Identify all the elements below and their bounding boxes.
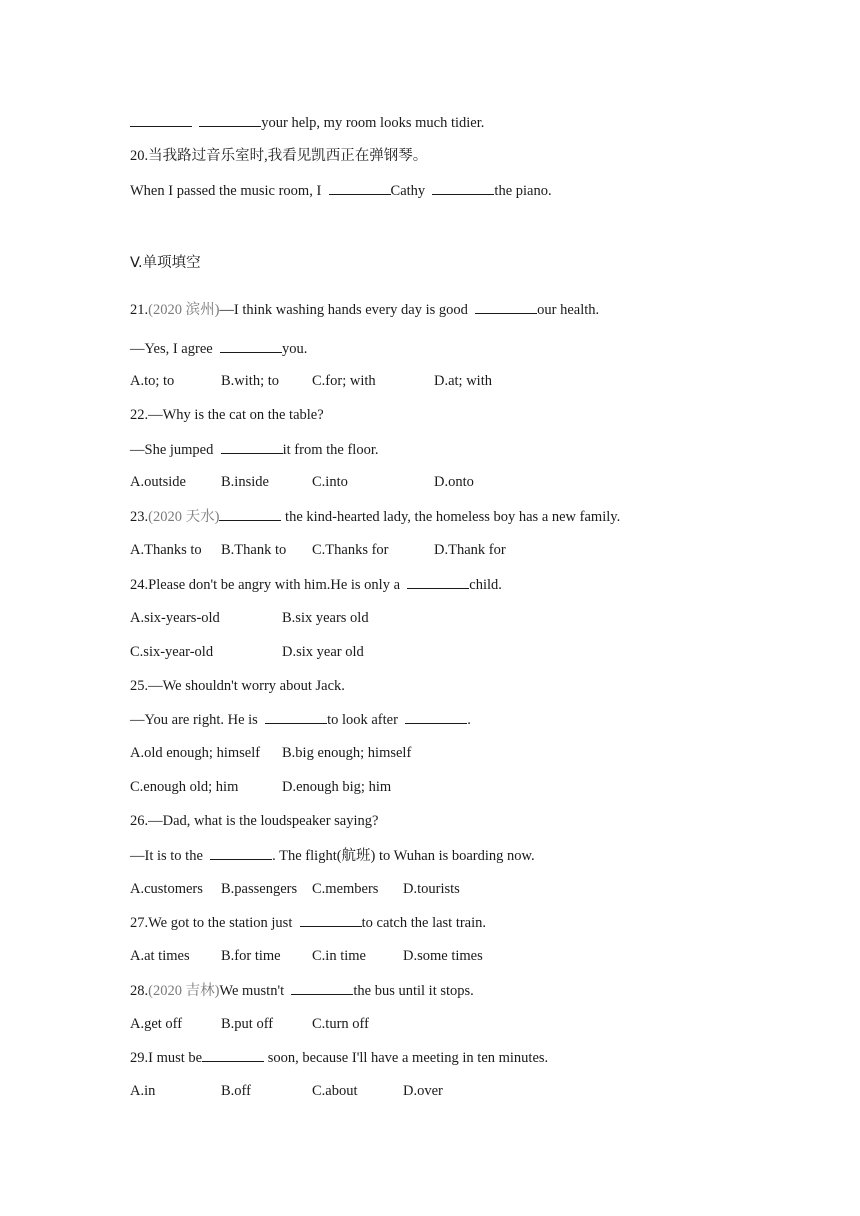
answer-blank[interactable] bbox=[329, 181, 391, 195]
q25-line2-c: . bbox=[467, 712, 471, 728]
q28-text-a: We mustn't bbox=[219, 983, 288, 999]
q24-text-a: 24.Please don't be angry with him.He is only a bbox=[130, 577, 404, 593]
q21-line2-b: you. bbox=[281, 341, 308, 357]
q27-option-b[interactable]: B.for time bbox=[221, 948, 281, 964]
q21-option-a[interactable]: A.to; to bbox=[130, 373, 175, 389]
q21-option-d[interactable]: D.at; with bbox=[434, 373, 492, 389]
q28-text-b: the bus until it stops. bbox=[353, 983, 474, 999]
q19-text: your help, my room looks much tidier. bbox=[261, 115, 485, 131]
q23-option-b[interactable]: B.Thank to bbox=[221, 542, 287, 558]
answer-blank[interactable] bbox=[432, 181, 494, 195]
q25-option-a[interactable]: A.old enough; himself bbox=[130, 745, 261, 761]
q24-question bbox=[130, 575, 502, 594]
q23-source: (2020 天水) bbox=[148, 509, 220, 525]
q26-option-a[interactable]: A.customers bbox=[130, 881, 203, 897]
q23-number: 23. bbox=[130, 509, 149, 525]
q20-text-b: Cathy bbox=[390, 183, 429, 199]
q29-text-a: 29.I must be bbox=[130, 1050, 203, 1066]
answer-blank[interactable] bbox=[300, 913, 362, 927]
q25-line2 bbox=[130, 710, 471, 729]
q23-option-a[interactable]: A.Thanks to bbox=[130, 542, 202, 558]
answer-blank[interactable] bbox=[221, 440, 283, 454]
answer-blank[interactable] bbox=[405, 710, 467, 724]
q20-english bbox=[130, 181, 552, 200]
q27-question bbox=[130, 913, 486, 932]
q22-option-c[interactable]: C.into bbox=[312, 474, 348, 490]
section-heading: V.单项填空 bbox=[130, 255, 201, 271]
q23-text-b: the kind-hearted lady, the homeless boy has a new family. bbox=[281, 509, 621, 525]
answer-blank[interactable] bbox=[407, 575, 469, 589]
q25-line2-a: —You are right. He is bbox=[130, 712, 262, 728]
q22-question: 22.—Why is the cat on the table? bbox=[130, 407, 324, 423]
q27-option-a[interactable]: A.at times bbox=[130, 948, 190, 964]
q27-option-d[interactable]: D.some times bbox=[403, 948, 483, 964]
answer-blank[interactable] bbox=[220, 339, 282, 353]
q29-option-a[interactable]: A.in bbox=[130, 1083, 156, 1099]
q27-text-b: to catch the last train. bbox=[361, 915, 487, 931]
q29-option-d[interactable]: D.over bbox=[403, 1083, 443, 1099]
q21-question bbox=[130, 300, 599, 319]
q20-text-a: When I passed the music room, I bbox=[130, 183, 325, 199]
q24-option-a[interactable]: A.six-years-old bbox=[130, 610, 220, 626]
q25-option-b[interactable]: B.big enough; himself bbox=[282, 745, 412, 761]
answer-blank[interactable] bbox=[475, 300, 537, 314]
q28-option-b[interactable]: B.put off bbox=[221, 1016, 274, 1032]
q26-line2-a: —It is to the bbox=[130, 848, 207, 864]
q21-option-b[interactable]: B.with; to bbox=[221, 373, 280, 389]
q28-option-c[interactable]: C.turn off bbox=[312, 1016, 369, 1032]
answer-blank[interactable] bbox=[219, 507, 281, 521]
q22-line2-a: —She jumped bbox=[130, 442, 217, 458]
q25-question: 25.—We shouldn't worry about Jack. bbox=[130, 678, 345, 694]
q26-line2 bbox=[130, 846, 535, 865]
q20-prompt: 20.当我路过音乐室时,我看见凯西正在弹钢琴。 bbox=[130, 148, 428, 164]
q22-option-d[interactable]: D.onto bbox=[434, 474, 474, 490]
q29-option-b[interactable]: B.off bbox=[221, 1083, 251, 1099]
q24-option-b[interactable]: B.six years old bbox=[282, 610, 369, 626]
q21-source: (2020 滨州) bbox=[148, 302, 220, 318]
q23-option-c[interactable]: C.Thanks for bbox=[312, 542, 389, 558]
q22-line2 bbox=[130, 440, 378, 459]
q22-option-a[interactable]: A.outside bbox=[130, 474, 186, 490]
q23-question bbox=[130, 507, 620, 526]
q25-line2-b: to look after bbox=[327, 712, 402, 728]
q26-option-b[interactable]: B.passengers bbox=[221, 881, 298, 897]
q21-line2 bbox=[130, 339, 307, 358]
q27-option-c[interactable]: C.in time bbox=[312, 948, 366, 964]
q28-source: (2020 吉林) bbox=[148, 983, 220, 999]
q25-option-d[interactable]: D.enough big; him bbox=[282, 779, 392, 795]
answer-blank[interactable] bbox=[199, 113, 261, 127]
q29-question bbox=[130, 1048, 548, 1067]
q26-option-c[interactable]: C.members bbox=[312, 881, 379, 897]
answer-blank[interactable] bbox=[202, 1048, 264, 1062]
q28-number: 28. bbox=[130, 983, 149, 999]
q21-number: 21. bbox=[130, 302, 149, 318]
q21-option-c[interactable]: C.for; with bbox=[312, 373, 376, 389]
q25-option-c[interactable]: C.enough old; him bbox=[130, 779, 239, 795]
q20-text-c: the piano. bbox=[494, 183, 552, 199]
q26-option-d[interactable]: D.tourists bbox=[403, 881, 460, 897]
q28-question bbox=[130, 981, 474, 1000]
answer-blank[interactable] bbox=[265, 710, 327, 724]
q22-option-b[interactable]: B.inside bbox=[221, 474, 269, 490]
q22-line2-b: it from the floor. bbox=[282, 442, 379, 458]
q21-line2-a: —Yes, I agree bbox=[130, 341, 217, 357]
q29-text-b: soon, because I'll have a meeting in ten minutes. bbox=[264, 1050, 549, 1066]
answer-blank[interactable] bbox=[291, 981, 353, 995]
q28-option-a[interactable]: A.get off bbox=[130, 1016, 183, 1032]
q19-line bbox=[130, 113, 484, 132]
q24-option-d[interactable]: D.six year old bbox=[282, 644, 364, 660]
q29-option-c[interactable]: C.about bbox=[312, 1083, 358, 1099]
answer-blank[interactable] bbox=[210, 846, 272, 860]
answer-blank[interactable] bbox=[130, 113, 192, 127]
q26-line2-b: . The flight(航班) to Wuhan is boarding now. bbox=[272, 848, 535, 864]
q21-text-a: —I think washing hands every day is good bbox=[219, 302, 472, 318]
q27-text-a: 27.We got to the station just bbox=[130, 915, 296, 931]
q24-text-b: child. bbox=[469, 577, 502, 593]
q24-option-c[interactable]: C.six-year-old bbox=[130, 644, 214, 660]
q26-question: 26.—Dad, what is the loudspeaker saying? bbox=[130, 813, 379, 829]
q23-option-d[interactable]: D.Thank for bbox=[434, 542, 506, 558]
q21-text-b: our health. bbox=[537, 302, 600, 318]
